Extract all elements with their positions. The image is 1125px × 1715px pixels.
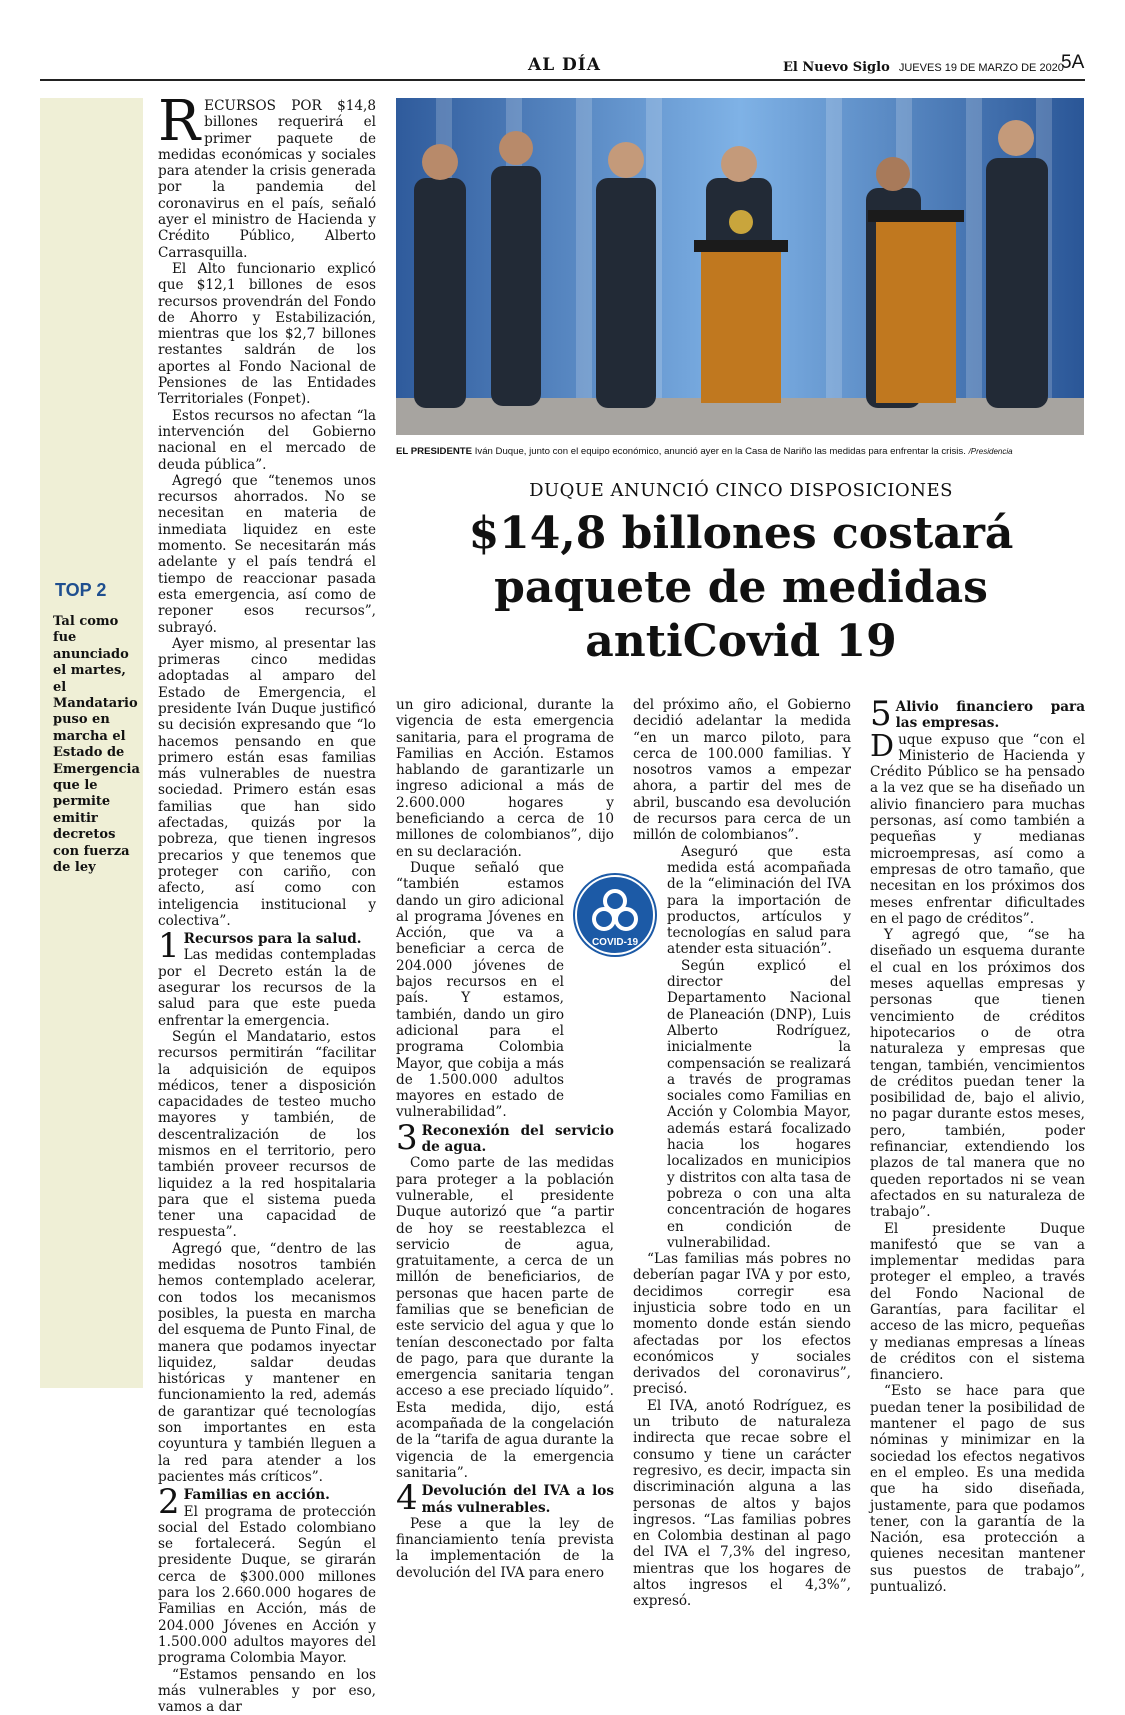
paragraph: Y agregó que, “se ha diseñado un esquema durante el cual en los próximos dos meses aquellas empresas y personas que tienen vencimiento de créditos hipotecarios o de otra naturaleza y empresas que tengan, también, vencimientos de créditos puedan tener la posibilidad de, bajo el alivio, no pagar durante estos meses, pero, también, poder refinanciar, extendiendo los plazos de tal manera que no queden reportados ni se vean afectados en su naturaleza de trabajo”. bbox=[870, 927, 1085, 1220]
subsection-title: Familias en acción. bbox=[184, 1487, 330, 1503]
subsection-number: 5 bbox=[870, 700, 892, 728]
header-rule bbox=[40, 79, 1085, 81]
paragraph: Aseguró que esta medida está acompañada de la “eliminación del IVA para la importación de productos, artículos y tecnologías en salud para atender esta situación”. bbox=[633, 844, 851, 958]
paragraph: El programa de protección social del Estado colombiano se fortalecerá. Según el presidente Duque, se girarán cerca de $300.000 millones para los 2.660.000 hogares de Familias en Acción, más de 204.000 Jóvenes en Acción y 1.500.000 adultos mayores del programa Colombia Mayor. bbox=[158, 1504, 376, 1667]
paragraph: Duque señaló que “también estamos dando un giro adicional al programa Jóvenes en Acción, que va a beneficiar a cerca de 204.000 jóvenes de bajos recursos en el país. Y estamos, también, dando un giro adicional para el programa Colombia Mayor, que cobija a más de 1.500.000 adultos mayores en estado de vulnerabilidad”. bbox=[396, 860, 614, 1121]
subsection-title: Recursos para la salud. bbox=[184, 931, 362, 947]
paragraph: “Estamos pensando en los más vulnerables y por eso, vamos a dar bbox=[158, 1667, 376, 1715]
paragraph: El IVA, anotó Rodríguez, es un tributo de naturaleza indirecta que recae sobre el consumo y tiene un carácter regresivo, es decir, impacta sin discriminación alguna a las personas de altos y bajos ingresos. “Las familias pobres en Colombia destinan al pago del IVA el 7,3% del ingreso, mientras que los hogares de altos ingresos el 4,3%”, expresó. bbox=[633, 1398, 851, 1610]
paragraph: Agregó que, “dentro de las medidas nosotros también hemos contemplado acelerar, con todos los mecanismos posibles, la puesta en marcha del esquema de Punto Final, de manera que podamos inyectar liquidez, saldar deudas históricas y mantener en funcionamiento la red, además de garantizar qué tecnologías son importantes en esta coyuntura y también lleguen a la red para atender a los pacientes más críticos”. bbox=[158, 1241, 376, 1485]
article-column-4 bbox=[870, 697, 1085, 1595]
paragraph: Según el Mandatario, estos recursos permitirán “facilitar la adquisición de equipos médicos, tener a disposición capacidades de testeo mucho mayores y también, de descentralización de los mismos en el territorio, pero también proveer recursos de liquidez a la red hospitalaria para que el sistema pueda tener una capacidad de respuesta”. bbox=[158, 1029, 376, 1241]
masthead bbox=[783, 56, 1064, 75]
newspaper-name: El Nuevo Siglo bbox=[783, 60, 890, 75]
subsection-5 bbox=[870, 699, 1085, 732]
paragraph: Como parte de las medidas para proteger a la población vulnerable, el presidente Duque autorizó que “a partir de hoy se reestablezca el servicio de agua, gratuitamente, a cerca de un millón de beneficiarios, de personas que hacen parte de familias que se benefician de este servicio del agua y que lo tenían desconectado por falta de pago, para que durante la emergencia sanitaria tengan acceso a ese preciado líquido”. Esta medida, dijo, está acompañada de la congelación de la “tarifa de agua durante la vigencia de la emergencia sanitaria”. bbox=[396, 1155, 614, 1481]
paragraph: un giro adicional, durante la vigencia de esta emergencia sanitaria, para el programa de Familias en Acción. Estamos hablando de garantizarle un ingreso adicional a más de 2.600.000 hogares y beneficiando a cerca de 10 millones de colombianos”, dijo en su declaración. bbox=[396, 697, 614, 860]
subsection-2 bbox=[158, 1487, 376, 1666]
article-column-2 bbox=[396, 697, 614, 1581]
paragraph: Agregó que “tenemos unos recursos ahorrados. No se necesitan en materia de inmediata liquidez en este momento. Se necesitarán más adelante y el país tendrá el tiempo de reaccionar pasada esta emergencia, así como de reponer esos recursos”, subrayó. bbox=[158, 473, 376, 636]
caption-text: Iván Duque, junto con el equipo económico, anunció ayer en la Casa de Nariño las medidas para enfrentar la crisis. bbox=[472, 446, 966, 457]
press-photo bbox=[396, 98, 1084, 435]
paragraph: Estos recursos no afectan “la intervención del Gobierno nacional en el mercado de deuda pública”. bbox=[158, 408, 376, 473]
section-title: AL DÍA bbox=[528, 55, 601, 75]
photo-caption bbox=[396, 446, 1086, 457]
intro-paragraph: ECURSOS POR $14,8 billones requerirá el primer paquete de medidas económicas y sociales para atender la crisis generada por la pandemia del coronavirus en el país, señaló ayer el ministro de Hacienda y Crédito Público, Alberto Carrasquilla. bbox=[158, 98, 376, 261]
paragraph: del próximo año, el Gobierno decidió adelantar la medida “en un marco piloto, para cerca de 100.000 familias. Y nosotros vamos a empezar ahora, a partir del mes de abril, buscando esa devolución de recursos para cerca de un millón de colombianos”. bbox=[633, 697, 851, 844]
paragraph: Según explicó el director del Departamento Nacional de Planeación (DNP), Luis Alberto Rodríguez, inicialmente la compensación se realizará a través de programas sociales como Familias en Acción y Colombia Mayor, además estará focalizado hacia los hogares localizados en municipios y distritos con alta tasa de pobreza o con una alta concentración de hogares en condición de vulnerabilidad. bbox=[633, 958, 851, 1251]
subsection-number: 3 bbox=[396, 1124, 418, 1152]
subsection-number: 1 bbox=[158, 932, 180, 960]
subsection-title: Reconexión del servicio de agua. bbox=[422, 1123, 614, 1155]
subsection-number: 4 bbox=[396, 1484, 418, 1512]
drop-cap: D bbox=[870, 733, 894, 761]
paragraph: Las medidas contempladas por el Decreto están la de asegurar los recursos de la salud para que este pueda enfrentar la emergencia. bbox=[158, 947, 376, 1028]
paragraph: uque expuso que “con el Ministerio de Hacienda y Crédito Público se ha pensado a la vez que se ha diseñado un alivio financiero para muchas personas, así como también a pequeñas y medianas microempresas, así como a empresas de otro tamaño, que necesitan en los próximos dos meses enfrentar dificultades en el pago de créditos”. bbox=[870, 732, 1085, 928]
kicker: DUQUE ANUNCIÓ CINCO DISPOSICIONES bbox=[396, 480, 1086, 501]
paragraph: El presidente Duque manifestó que se van a implementar medidas para proteger el empleo, a través del Fondo Nacional de Garantías, para facilitar el acceso de las micro, pequeñas y medianas empresas a líneas de créditos con el sistema financiero. bbox=[870, 1221, 1085, 1384]
subsection-1 bbox=[158, 931, 376, 1029]
subsection-title: Devolución del IVA a los más vulnerables. bbox=[422, 1483, 614, 1515]
caption-lead: EL PRESIDENTE bbox=[396, 446, 472, 457]
article-column-3 bbox=[633, 697, 851, 1610]
drop-cap: R bbox=[158, 100, 200, 144]
sidebar-label: TOP 2 bbox=[55, 580, 135, 601]
photo-credit: /Presidencia bbox=[969, 447, 1013, 456]
paragraph: “Esto se hace para que puedan tener la posibilidad de mantener el pago de sus nóminas y minimizar en la sociedad los efectos negativos en el empleo. Es una medida que ha sido diseñada, justamente, para que podamos tener, con la garantía de la Nación, esa protección a quienes necesitan mantener sus puestos de trabajo”, puntualizó. bbox=[870, 1383, 1085, 1595]
paragraph: Ayer mismo, al presentar las primeras cinco medidas adoptadas al amparo del Estado de Emergencia, el presidente Iván Duque justificó su decisión expresando que “lo hacemos pensando en que primero están esas familias más vulnerables de nuestra sociedad. Primero están esas familias que han sido afectadas, quizás por la pobreza, que tienen ingresos precarios y que tenemos que proteger con cariño, con afecto, así como con inteligencia institucional y colectiva”. bbox=[158, 636, 376, 929]
subsection-title: Alivio financiero para las empresas. bbox=[896, 699, 1085, 731]
paragraph: El Alto funcionario explicó que $12,1 billones de esos recursos provendrán del Fondo de Ahorro y Estabilización, mientras que los $2,7 billones restantes saldrán de los aportes al Fondo Nacional de Pensiones de las Entidades Territoriales (Fonpet). bbox=[158, 261, 376, 408]
article-column-1 bbox=[158, 98, 376, 1715]
badge-label: COVID-19 bbox=[592, 937, 639, 948]
subsection-3 bbox=[396, 1123, 614, 1156]
paragraph: “Las familias más pobres no deberían pagar IVA y por esto, decidimos corregir esa injusticia sobre todo en un momento donde están siendo afectadas por los efectos económicos y sociales derivados del coronavirus”, precisó. bbox=[633, 1251, 851, 1398]
paragraph: Pese a que la ley de financiamiento tenía prevista la implementación de la devolución del IVA para enero bbox=[396, 1516, 614, 1581]
biohazard-icon bbox=[573, 873, 657, 957]
page-number: 5A bbox=[1061, 52, 1084, 74]
issue-date: JUEVES 19 DE MARZO DE 2020 bbox=[899, 62, 1064, 74]
sidebar-text: Tal como fue anunciado el martes, el Mandatario puso en marcha el Estado de Emergencia que le permite emitir decretos con fuerza de ley bbox=[53, 614, 133, 877]
headline: $14,8 billones costará paquete de medidas antiCovid 19 bbox=[396, 507, 1086, 669]
subsection-4 bbox=[396, 1483, 614, 1516]
subsection-number: 2 bbox=[158, 1488, 180, 1516]
covid-badge bbox=[573, 873, 657, 957]
